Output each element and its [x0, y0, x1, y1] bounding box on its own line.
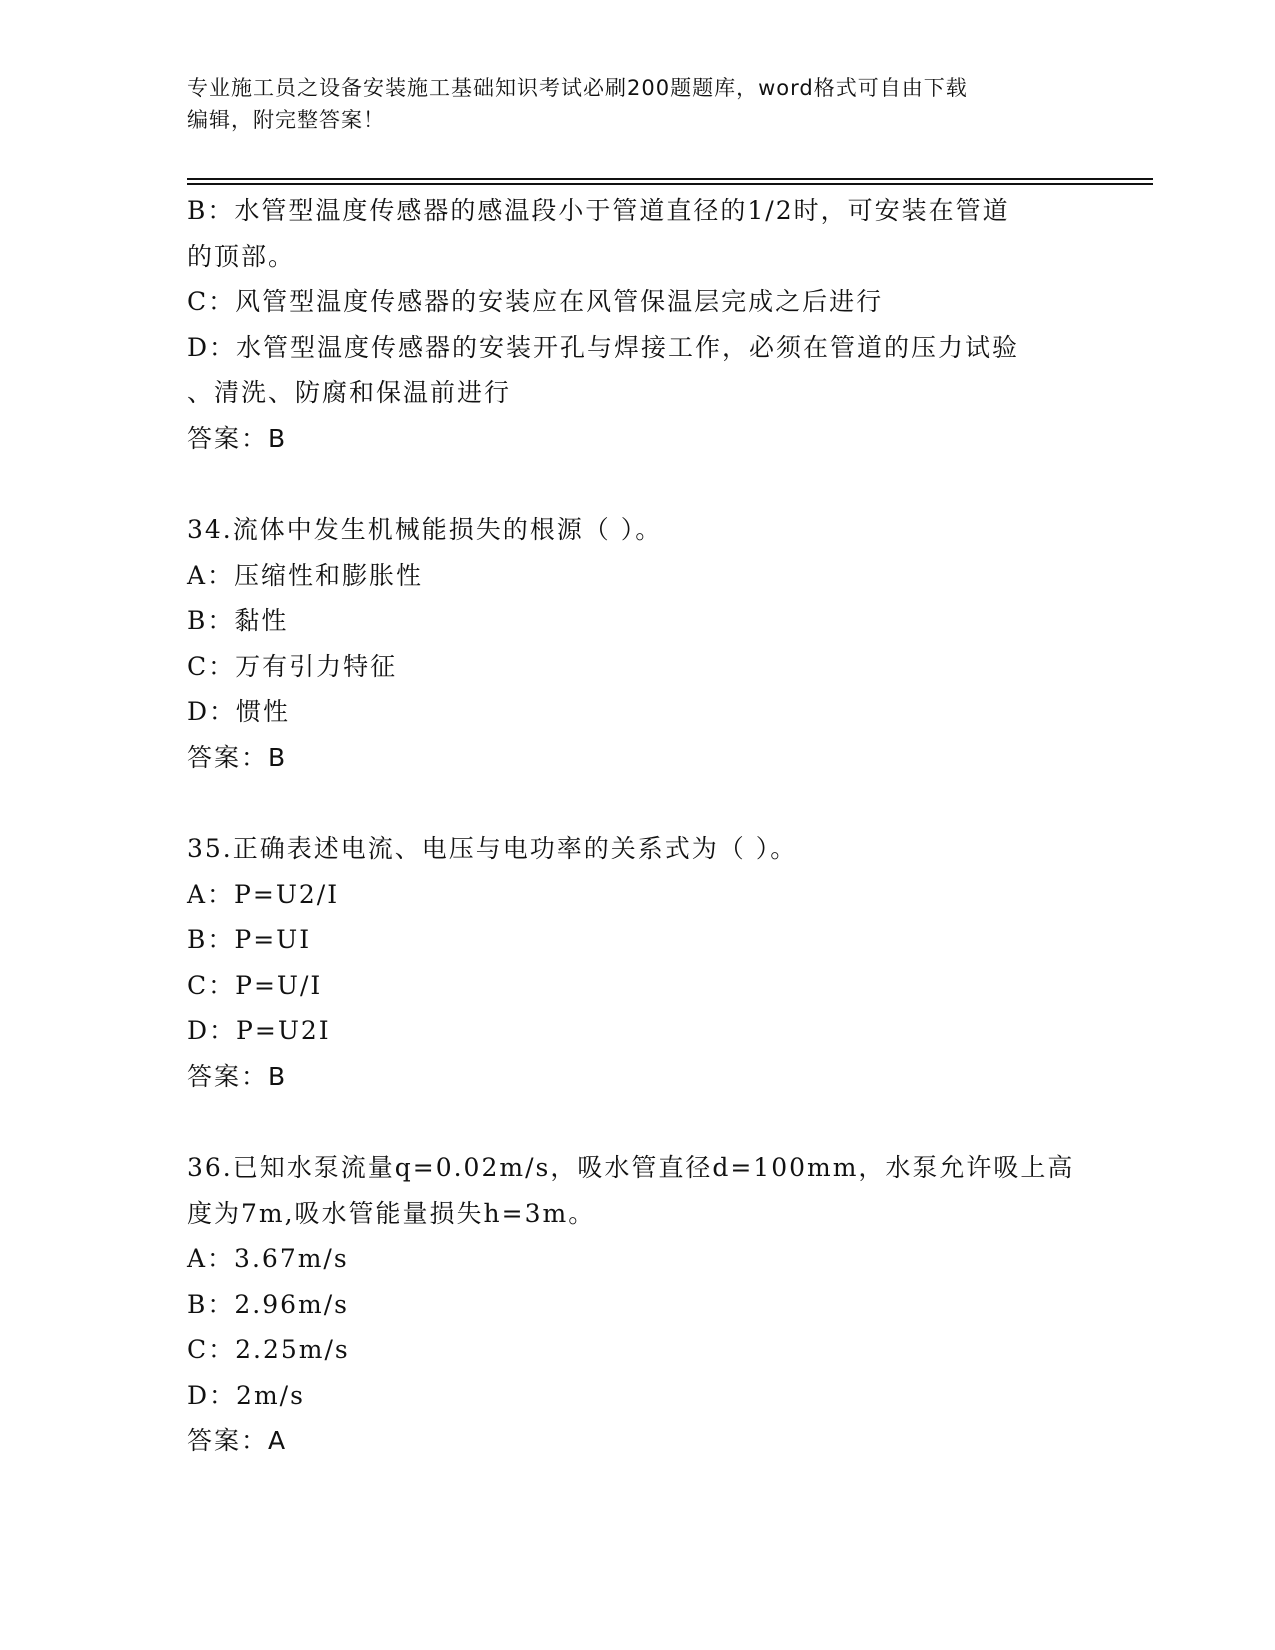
option-b-line-1: B：水管型温度传感器的感温段小于管道直径的1/2时，可安装在管道 [187, 196, 1010, 225]
option-c: C：2.25m/s [187, 1335, 350, 1364]
question-text-line-2: 度为7m,吸水管能量损失h=3m。 [187, 1198, 596, 1228]
header-rule-top [187, 178, 1153, 180]
answer: 答案：B [187, 1061, 288, 1091]
option-d: D：惯性 [187, 697, 291, 726]
question-text-line-1: 36.已知水泵流量q=0.02m/s，吸水管直径d=100mm，水泵允许吸上高 [187, 1153, 1075, 1182]
question-text: 35.正确表述电流、电压与电功率的关系式为（ ）。 [187, 834, 798, 863]
option-a: A：P=U2/I [187, 879, 340, 909]
option-c: C：P=U/I [187, 970, 323, 1000]
spacer [187, 1099, 1087, 1145]
document-body [187, 188, 1087, 1464]
option-d-line-1: D：水管型温度传感器的安装开孔与焊接工作，必须在管道的压力试验 [187, 332, 1020, 362]
option-d-line-2: 、清洗、防腐和保温前进行 [187, 378, 512, 407]
answer: 答案：A [187, 1426, 288, 1455]
question-35 [187, 826, 1087, 1099]
question-36 [187, 1145, 1087, 1464]
option-d: D：P=U2I [187, 1016, 331, 1045]
option-a: A：3.67m/s [187, 1244, 349, 1273]
header-rule-bottom [187, 183, 1153, 185]
option-b: B：P=UI [187, 925, 312, 954]
document-header [187, 72, 1067, 136]
option-b-line-2: 的顶部。 [187, 241, 296, 271]
option-c: C：万有引力特征 [187, 651, 398, 681]
option-a: A：压缩性和膨胀性 [187, 560, 424, 590]
header-title-line-2: 编辑，附完整答案！ [187, 108, 385, 132]
question-text: 34.流体中发生机械能损失的根源（ ）。 [187, 515, 663, 544]
answer: 答案：B [187, 742, 288, 772]
header-title-line-1: 专业施工员之设备安装施工基础知识考试必刷200题题库，word格式可自由下载 [187, 76, 968, 100]
option-b: B：黏性 [187, 606, 289, 635]
question-34 [187, 507, 1087, 780]
option-d: D：2m/s [187, 1380, 305, 1410]
question-33-continued [187, 188, 1087, 461]
option-c: C：风管型温度传感器的安装应在风管保温层完成之后进行 [187, 287, 884, 316]
spacer [187, 461, 1087, 507]
answer: 答案：B [187, 423, 288, 453]
option-b: B：2.96m/s [187, 1289, 349, 1319]
spacer [187, 780, 1087, 826]
